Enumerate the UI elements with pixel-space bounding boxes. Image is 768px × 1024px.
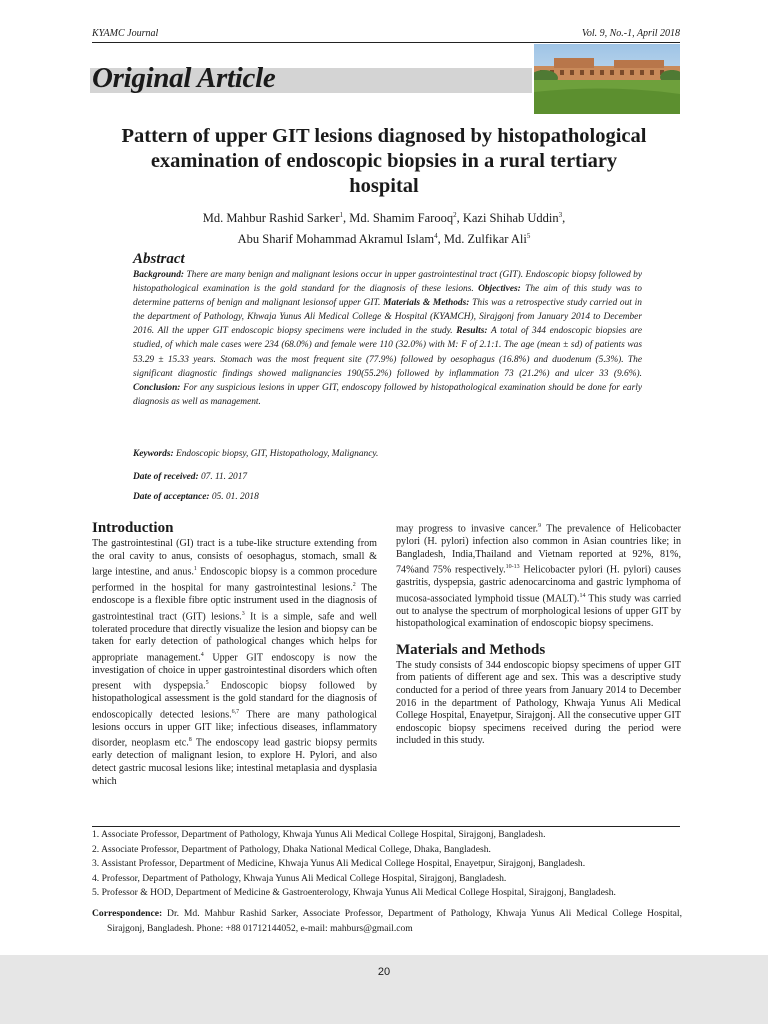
correspondence (92, 907, 682, 936)
correspondence-text: Dr. Md. Mahbur Rashid Sarker, Associate Professor, Department of Pathology, Khwaja Yunus Ali Medical College Hospital, Sirajgonj, Bangladesh. Phone: +88 01712144052, e-mail: mahburs@gmail.com (107, 908, 682, 934)
author-affiliation-mark: 3 (558, 211, 563, 219)
abstract-section-label: Results: (456, 326, 488, 337)
author-name: Md. Zulfikar Ali (443, 232, 527, 247)
text-run: Upper GIT endoscopy is now the investigation of choice in upper gastrointestinal disorders which often present with dyspepsia. (92, 652, 378, 692)
abstract-body (133, 268, 642, 409)
date-accepted (133, 492, 259, 502)
text-run: may progress to invasive cancer. (396, 523, 539, 535)
article-title: Pattern of upper GIT lesions diagnosed by histopathological examination of endoscopic biopsies in a rural tertiary hospital (121, 125, 647, 197)
keywords-value: Endoscopic biopsy, GIT, Histopathology, Malignancy. (173, 449, 379, 459)
affiliation-item: 2. Associate Professor, Department of Pathology, Dhaka National Medical College, Dhaka, Bangladesh. (92, 843, 491, 855)
methods-text: The study consists of 344 endoscopic biopsy specimens of upper GIT from patients of different age and sex. This was a descriptive study conducted for a period of three years from January 2014 to December 2016 in the department of Pathology, Khwaja Yunus Ali Medical College Hospital, Enayetpur, Sirajgonj. All the consecutive upper GIT endoscopic biopsy specimens received during the period were included in this study. (396, 659, 681, 747)
keywords (133, 449, 378, 459)
text-run: Helicobacter pylori (H. pylori) causes gastritis, dyspepsia, gastric adenocarcinoma and gastric lymphoma of mucosa-associated lymphoid tissue (MALT). (396, 564, 681, 605)
affiliation-item: 1. Associate Professor, Department of Pathology, Khwaja Yunus Ali Medical College Hospital, Sirajgonj, Bangladesh. (92, 829, 546, 840)
article-type: Original Article (92, 62, 276, 94)
author-list (120, 206, 648, 248)
citation-mark: 2 (352, 582, 356, 589)
abstract-section-text: There are many benign and malignant lesions occur in upper gastrointestinal tract (GIT). Endoscopic biopsy followed by histopathological examination is the gold standard for the diagnosis of these lesions. (133, 270, 642, 295)
footnote-rule (92, 826, 680, 827)
abstract-section-label: Materials & Methods: (383, 298, 470, 309)
citation-mark: 5 (205, 680, 209, 687)
header-rule (92, 42, 680, 43)
campus-photo (534, 44, 680, 114)
introduction-heading: Introduction (92, 520, 174, 536)
author-line-1: Md. Mahbur Rashid Sarker$^1$, Md. Shamim Farooq$^2$, Kazi Shihab Uddin$^3$, (202, 211, 566, 226)
author-affiliation-mark: 2 (453, 211, 457, 219)
citation-mark: 9 (538, 523, 542, 529)
author-name: Abu Sharif Mohammad Akramul Islam (237, 232, 435, 247)
citation-mark: 8 (188, 737, 192, 744)
abstract-section-text: This was a retrospective study carried out in the department of Pathology, Khwaja Yunus Ali Medical College & Hospital (KYAMCH), Sirajgonj from January 2014 to December 2016. All the upper GIT endoscopic biopsy specimens were included in the study. (133, 298, 642, 337)
affiliation-list (92, 828, 692, 901)
citation-mark: 6,7 (231, 708, 240, 715)
right-column (396, 520, 681, 748)
correspondence-label: Correspondence: (92, 908, 163, 919)
left-column (92, 520, 377, 788)
citation-mark: 10-13 (505, 564, 520, 571)
text-run: This study was carried out to analyse the spectrum of morphological lesions of upper GIT by histopathological examination of endoscopic biopsy specimens. (396, 593, 681, 630)
keywords-label: Keywords: (133, 449, 174, 459)
author-name: Md. Mahbur Rashid Sarker (202, 211, 340, 226)
abstract-section-label: Conclusion: (133, 382, 181, 393)
abstract-section-text: For any suspicious lesions in upper GIT, endoscopy followed by histopathological examination should be done for early diagnosis as well as management. (133, 382, 642, 407)
affiliation-item: 4. Professor, Department of Pathology, Khwaja Yunus Ali Medical College Hospital, Sirajgonj, Bangladesh. (92, 872, 507, 884)
date-accepted-value: 05. 01. 2018 (209, 492, 259, 502)
text-run: Endoscopic biopsy followed by histopathological assessment is the gold standard for the diagnosis of endoscopically detected lesions. (92, 680, 377, 721)
date-accepted-label: Date of acceptance: (133, 492, 210, 502)
author-affiliation-mark: 4 (434, 232, 438, 241)
methods-heading: Materials and Methods (396, 641, 546, 658)
text-run: There are many pathological lesions occurs in upper GIT like; infectious diseases, inflammatory disorder, neoplasm etc. (92, 709, 377, 749)
text-run: The endoscope is a flexible fibre optic instrument used in the diagnosis of gastrointestinal tract (GIT) lesions. (92, 582, 377, 623)
citation-mark: 1 (193, 566, 197, 573)
text-run: It is a simple, safe and well tolerated procedure that directly visualize the lesion and biopsy can be taken for early detection of pathological changes which helps for appropriate management. (92, 611, 377, 664)
campus-building-image (534, 44, 680, 114)
running-head (92, 28, 680, 42)
affiliation-item: 3. Assistant Professor, Department of Medicine, Khwaja Yunus Ali Medical College Hospital, Enayetpur, Sirajgonj, Bangladesh. (92, 858, 586, 870)
author-affiliation-mark: 1 (339, 211, 343, 219)
text-run: The endoscopy lead gastric biopsy permits early detection of malignant lesion, to explore H. Pylori, and also detect gastric mucosal lesions like; intestinal metaplasia and dysplasia which (92, 737, 378, 787)
text-run: Endoscopic biopsy is a common procedure performed in the hospital for many gastrointestinal lesions. (92, 566, 377, 594)
date-received-label: Date of received: (133, 472, 199, 482)
text-run: The gastrointestinal (GI) tract is a tube-like structure extending from the oral cavity to anus, consists of oesophagus, stomach, small & large intestine, and anus. (92, 538, 377, 578)
abstract-section-text: The aim of this study was to determine patterns of benign and malignant lesionsof upper GIT. (133, 284, 642, 309)
text-run: The prevalence of Helicobacter pylori (H. pylori) infection also common in Asian countries like; in Bangladesh, India,Thailand and Vietnam reported at 92%, 81%, 74%and 75% respectively. (396, 523, 681, 576)
citation-mark: 14 (579, 592, 586, 599)
introduction-text (92, 538, 377, 788)
date-received (133, 472, 247, 482)
author-name: Md. Shamim Farooq (349, 211, 454, 226)
abstract-section-label: Objectives: (478, 284, 521, 295)
abstract-section-label: Background: (133, 270, 185, 280)
author-name: Kazi Shihab Uddin (462, 211, 559, 226)
introduction-continuation (396, 520, 681, 631)
author-line-2: Abu Sharif Mohammad Akramul Islam$^4$, Md. Zulfikar Ali$^5$ (237, 232, 531, 247)
date-received-value: 07. 11. 2017 (198, 472, 248, 482)
affiliation-item: 5. Professor & HOD, Department of Medicine & Gastroenterology, Khwaja Yunus Ali Medical College Hospital, Sirajgonj, Bangladesh. (92, 887, 616, 899)
abstract-section-text: A total of 344 endoscopic biopsies are studied, of which male cases were 234 (68.0%) and female were 110 (32.0%) with M: F of 2.1:1. The age (mean ± sd) of patients was 53.29 ± 15.33 years. Stomach was the most frequent site (77.9%) followed by oesophagus (16.8%) and duodenum (5.3%). The significant diagnostic findings showed malignancies 190(55.2%) followed by inflammation 73 (21.2%) and ulcer 33 (9.6%). (133, 326, 642, 379)
author-affiliation-mark: 5 (526, 232, 531, 241)
page-number: 20 (377, 966, 391, 978)
citation-mark: 3 (241, 610, 245, 617)
citation-mark: 4 (200, 651, 204, 658)
abstract-heading: Abstract (133, 251, 185, 267)
volume-issue: Vol. 9, No.-1, April 2018 (581, 28, 680, 39)
journal-name: KYAMC Journal (92, 28, 159, 39)
